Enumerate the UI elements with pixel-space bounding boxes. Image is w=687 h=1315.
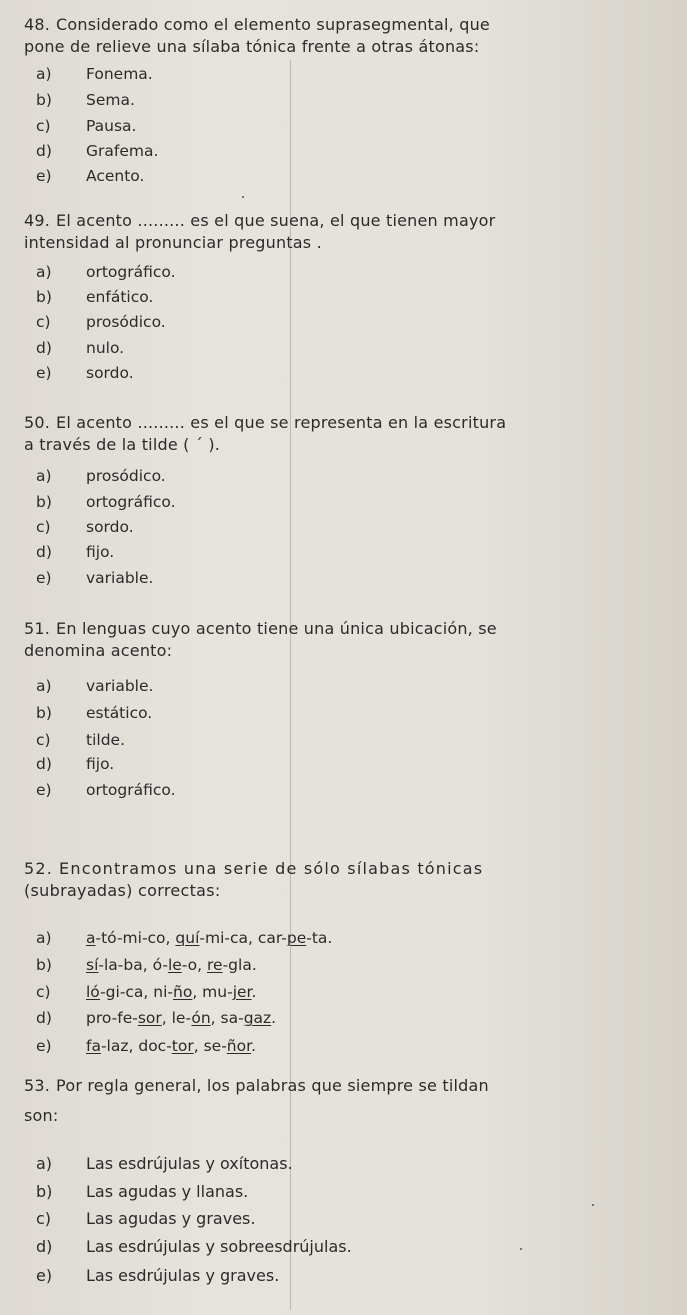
option-text [86, 929, 332, 947]
option-text: Grafema. [86, 142, 159, 160]
option-text: enfático. [86, 288, 154, 306]
option-text: Las esdrújulas y graves. [86, 1266, 280, 1285]
speck [592, 1204, 594, 1206]
question-stem [24, 412, 584, 456]
underlined-syllable: sí [86, 956, 99, 974]
stem-line-1: Encontramos una serie de sólo sílabas tónicas [59, 859, 484, 878]
option-a[interactable] [36, 676, 153, 696]
speck [520, 1248, 522, 1250]
option-a[interactable] [36, 466, 166, 486]
underlined-syllable: sor [137, 1009, 162, 1027]
option-text: Las agudas y llanas. [86, 1182, 249, 1201]
question-number: 48. [24, 15, 51, 34]
question-stem [24, 210, 584, 254]
syllable-text: -ta. [306, 929, 333, 947]
option-c[interactable] [36, 517, 134, 537]
option-b[interactable] [36, 703, 152, 723]
option-b[interactable] [36, 90, 135, 110]
option-d[interactable] [36, 338, 124, 358]
option-text: fijo. [86, 543, 115, 561]
option-text: Las esdrújulas y oxítonas. [86, 1154, 293, 1173]
option-letter: e) [36, 1037, 52, 1055]
stem-line-1: Considerado como el elemento suprasegmental, que [56, 15, 490, 34]
stem-line-2: (subrayadas) correctas: [24, 881, 221, 900]
option-letter: c) [36, 731, 51, 749]
option-e[interactable] [36, 1036, 256, 1056]
option-text: variable. [86, 677, 154, 695]
option-letter: a) [36, 677, 52, 695]
option-e[interactable] [36, 568, 153, 588]
option-b[interactable] [36, 1182, 248, 1202]
option-c[interactable] [36, 1209, 255, 1229]
option-letter: d) [36, 1009, 52, 1027]
option-letter: b) [36, 493, 52, 511]
underlined-syllable: pe [286, 929, 307, 947]
option-a[interactable] [36, 928, 332, 948]
option-letter: c) [36, 1209, 52, 1228]
option-d[interactable] [36, 542, 114, 562]
question-stem [24, 14, 584, 58]
option-letter: d) [36, 339, 52, 357]
option-letter: c) [36, 313, 51, 331]
option-c[interactable] [36, 982, 256, 1002]
option-letter: d) [36, 142, 52, 160]
option-text: prosódico. [86, 467, 166, 485]
option-letter: a) [36, 65, 52, 83]
underlined-syllable: jer [232, 983, 252, 1001]
syllable-text: , mu- [192, 983, 233, 1001]
stem-line-2: intensidad al pronunciar preguntas . [24, 233, 322, 252]
option-text: Fonema. [86, 65, 153, 83]
option-text [86, 956, 257, 974]
option-letter: a) [36, 1154, 53, 1173]
option-text: sordo. [86, 364, 134, 382]
option-text: Sema. [86, 91, 135, 109]
option-letter: c) [36, 983, 51, 1001]
option-letter: b) [36, 91, 52, 109]
question-stem [24, 1075, 584, 1127]
option-e[interactable] [36, 363, 134, 383]
option-text: tilde. [86, 731, 125, 749]
option-b[interactable] [36, 492, 176, 512]
syllable-text: . [251, 1037, 256, 1055]
question-stem [24, 858, 584, 902]
option-letter: d) [36, 543, 52, 561]
underlined-syllable: ñor [226, 1037, 252, 1055]
syllable-text: -o, [181, 956, 207, 974]
stem-line-1: Por regla general, los palabras que siempre se tildan [56, 1076, 489, 1095]
option-letter: e) [36, 1266, 53, 1285]
option-e[interactable] [36, 1266, 279, 1286]
question-number: 50. [24, 413, 51, 432]
stem-line-2: denomina acento: [24, 641, 173, 660]
option-a[interactable] [36, 262, 176, 282]
syllable-text: , se- [193, 1037, 227, 1055]
option-letter: b) [36, 704, 52, 722]
option-e[interactable] [36, 166, 144, 186]
option-text: fijo. [86, 755, 115, 773]
option-text: ortográfico. [86, 781, 176, 799]
syllable-text: -gi-ca, ni- [100, 983, 174, 1001]
option-text: sordo. [86, 518, 134, 536]
option-letter: e) [36, 569, 52, 587]
option-d[interactable] [36, 754, 114, 774]
option-e[interactable] [36, 780, 176, 800]
option-letter: d) [36, 1237, 53, 1256]
syllable-text: -tó-mi-co, [95, 929, 176, 947]
option-text [86, 1037, 256, 1055]
option-letter: e) [36, 781, 52, 799]
option-letter: c) [36, 518, 51, 536]
option-b[interactable] [36, 955, 257, 975]
stem-line-2: a través de la tilde ( ´ ). [24, 435, 221, 454]
underlined-syllable: ño [173, 983, 193, 1001]
option-text: ortográfico. [86, 493, 176, 511]
question-number: 52. [24, 859, 54, 878]
underlined-syllable: a [86, 929, 96, 947]
question-number: 49. [24, 211, 51, 230]
option-d[interactable] [36, 1237, 352, 1257]
option-text [86, 1009, 276, 1027]
option-letter: e) [36, 364, 52, 382]
underlined-syllable: tor [171, 1037, 194, 1055]
option-c[interactable] [36, 730, 125, 750]
underlined-syllable: ló [86, 983, 101, 1001]
option-letter: c) [36, 117, 51, 135]
option-letter: a) [36, 263, 52, 281]
option-letter: a) [36, 467, 52, 485]
underlined-syllable: fa [86, 1037, 101, 1055]
stem-line-1: El acento ......... es el que suena, el que tienen mayor [56, 211, 496, 230]
option-d[interactable] [36, 1008, 276, 1028]
option-letter: b) [36, 956, 52, 974]
syllable-text: , sa- [210, 1009, 244, 1027]
option-letter: a) [36, 929, 52, 947]
underlined-syllable: ón [191, 1009, 211, 1027]
stem-line-1: El acento ......... es el que se representa en la escritura [56, 413, 507, 432]
speck [242, 196, 244, 198]
option-text: ortográfico. [86, 263, 176, 281]
option-letter: e) [36, 167, 52, 185]
question-stem [24, 618, 584, 662]
option-letter: d) [36, 755, 52, 773]
option-letter: b) [36, 288, 52, 306]
underlined-syllable: quí [175, 929, 200, 947]
option-text: Las agudas y graves. [86, 1209, 256, 1228]
syllable-text: . [271, 1009, 277, 1027]
syllable-text: . [251, 983, 257, 1001]
underlined-syllable: gaz [243, 1009, 272, 1027]
option-text: nulo. [86, 339, 125, 357]
option-text: Acento. [86, 167, 145, 185]
stem-line-2: son: [24, 1106, 59, 1125]
option-text: Pausa. [86, 117, 137, 135]
option-b[interactable] [36, 287, 153, 307]
option-text [86, 983, 256, 1001]
stem-line-1: En lenguas cuyo acento tiene una única ubicación, se [56, 619, 497, 638]
option-c[interactable] [36, 116, 136, 136]
option-text: variable. [86, 569, 154, 587]
option-d[interactable] [36, 141, 158, 161]
underlined-syllable: le [167, 956, 182, 974]
option-letter: b) [36, 1182, 53, 1201]
syllable-text: -gla. [222, 956, 257, 974]
stem-line-2: pone de relieve una sílaba tónica frente a otras átonas: [24, 37, 480, 56]
option-text: Las esdrújulas y sobreesdrújulas. [86, 1237, 352, 1256]
option-c[interactable] [36, 312, 166, 332]
option-text: estático. [86, 704, 153, 722]
syllable-text: pro-fe- [86, 1009, 138, 1027]
syllable-text: , le- [161, 1009, 192, 1027]
syllable-text: -mi-ca, car- [199, 929, 287, 947]
syllable-text: -la-ba, ó- [98, 956, 168, 974]
option-a[interactable] [36, 1154, 293, 1174]
option-a[interactable] [36, 64, 153, 84]
option-text: prosódico. [86, 313, 166, 331]
question-number: 51. [24, 619, 51, 638]
underlined-syllable: re [207, 956, 223, 974]
syllable-text: -laz, doc- [100, 1037, 172, 1055]
question-number: 53. [24, 1076, 51, 1095]
